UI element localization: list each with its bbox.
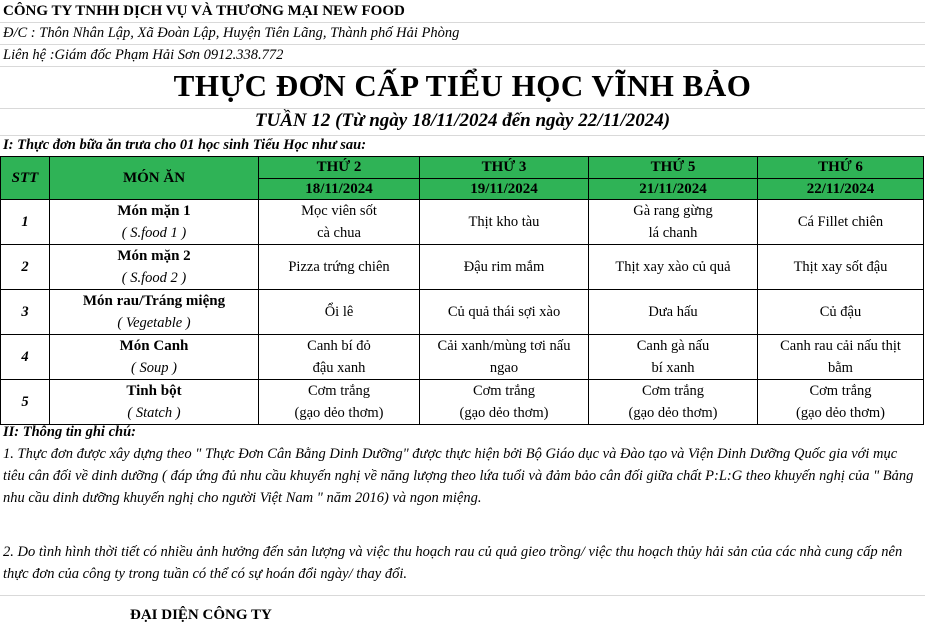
company-name: CÔNG TY TNHH DỊCH VỤ VÀ THƯƠNG MẠI NEW FOOD bbox=[3, 3, 405, 19]
table-header-row bbox=[1, 157, 924, 179]
menu-cell bbox=[589, 380, 758, 425]
note-paragraph: 1. Thực đơn được xây dựng theo " Thực Đơn Cân Bằng Dinh Dưỡng" được thực hiện bởi Bộ Giáo dục và Đào tạo và Viện Dinh Dưỡng Quốc gia với mục tiêu cân đối về dinh dưỡng ( đáp ứng đủ nhu cầu khuyến nghị về năng lượng theo lứa tuổi và đảm bảo cân đối giữa chất P:L:G theo khuyến nghị của " Bảng nhu cầu dinh dưỡng khuyến nghị cho người Việt Nam " năm 2016) và ngon miệng. bbox=[3, 446, 914, 506]
dish-name: Món rau/Tráng miệng bbox=[82, 293, 226, 309]
menu-item: Cơm trắng (gạo dẻo thơm) bbox=[294, 383, 384, 421]
menu-item: Củ đậu bbox=[819, 304, 862, 320]
week-subtitle: TUẦN 12 (Từ ngày 18/11/2024 đến ngày 22/11/2024) bbox=[254, 110, 671, 131]
column-header-date: 18/11/2024 bbox=[259, 179, 420, 200]
menu-item: Cải xanh/mùng tơi nấu ngao bbox=[437, 338, 571, 376]
menu-cell bbox=[758, 245, 924, 290]
menu-cell bbox=[589, 245, 758, 290]
table-row bbox=[1, 290, 924, 335]
dish-name: Tinh bột bbox=[126, 383, 182, 399]
column-header-date: 19/11/2024 bbox=[420, 179, 589, 200]
column-header-dish: MÓN ĂN bbox=[50, 157, 259, 200]
dish-category: ( Soup ) bbox=[131, 360, 177, 376]
menu-item: Cơm trắng (gạo dẻo thơm) bbox=[628, 383, 718, 421]
menu-cell bbox=[589, 335, 758, 380]
dish-category: ( S.food 2 ) bbox=[121, 270, 187, 286]
column-header-stt: STT bbox=[1, 157, 50, 200]
column-header-date: 22/11/2024 bbox=[758, 179, 924, 200]
column-header-day-name: THỨ 5 bbox=[589, 157, 758, 179]
menu-cell bbox=[758, 380, 924, 425]
sheet-gridline bbox=[0, 135, 925, 136]
menu-cell bbox=[259, 200, 420, 245]
dish-cell bbox=[50, 380, 259, 425]
menu-cell bbox=[259, 290, 420, 335]
menu-item: Đậu rim mắm bbox=[463, 259, 545, 275]
menu-cell bbox=[420, 245, 589, 290]
column-header-day-name: THỨ 2 bbox=[259, 157, 420, 179]
table-row bbox=[1, 200, 924, 245]
sheet-gridline bbox=[0, 66, 925, 67]
menu-cell bbox=[420, 335, 589, 380]
table-row bbox=[1, 335, 924, 380]
menu-cell bbox=[259, 335, 420, 380]
menu-cell bbox=[589, 200, 758, 245]
dish-cell bbox=[50, 200, 259, 245]
menu-item: Pizza trứng chiên bbox=[288, 259, 390, 275]
dish-name: Món mặn 1 bbox=[117, 203, 191, 219]
dish-cell bbox=[50, 245, 259, 290]
menu-item: Cơm trắng (gạo dẻo thơm) bbox=[795, 383, 885, 421]
dish-category: ( Statch ) bbox=[127, 405, 181, 421]
dish-name: Món Canh bbox=[119, 338, 189, 354]
signature-label: ĐẠI DIỆN CÔNG TY bbox=[130, 607, 272, 623]
dish-cell bbox=[50, 335, 259, 380]
column-header-date: 21/11/2024 bbox=[589, 179, 758, 200]
page-title: THỰC ĐƠN CẤP TIỂU HỌC VĨNH BẢO bbox=[173, 68, 752, 103]
menu-cell bbox=[420, 380, 589, 425]
menu-item: Mọc viên sốt cà chua bbox=[301, 203, 377, 241]
menu-item: Dưa hấu bbox=[648, 304, 698, 320]
row-number: 2 bbox=[1, 245, 50, 290]
column-header-day-name: THỨ 6 bbox=[758, 157, 924, 179]
menu-cell bbox=[589, 290, 758, 335]
menu-item: Canh rau cải nấu thịt bằm bbox=[780, 338, 901, 376]
menu-cell bbox=[420, 290, 589, 335]
row-number: 5 bbox=[1, 380, 50, 425]
section-heading-notes: II: Thông tin ghi chú: bbox=[3, 424, 136, 440]
menu-item: Củ quả thái sợi xào bbox=[447, 304, 561, 320]
row-number: 1 bbox=[1, 200, 50, 245]
note-paragraph: 2. Do tình hình thời tiết có nhiều ảnh hưởng đến sản lượng và việc thu hoạch rau củ quả gieo trồng/ việc thu hoạch thủy hải sản của các nhà cung cấp nên thực đơn của công ty trong tuần có thể có sự hoán đổi ngày/ thay đổi. bbox=[3, 544, 903, 582]
menu-item: Canh bí đỏ đậu xanh bbox=[307, 338, 371, 376]
menu-item: Gà rang gừng lá chanh bbox=[633, 203, 713, 241]
menu-item: Canh gà nấu bí xanh bbox=[636, 338, 710, 376]
menu-item: Ổi lê bbox=[324, 304, 354, 320]
menu-cell bbox=[758, 290, 924, 335]
table-row bbox=[1, 380, 924, 425]
dish-name: Món mặn 2 bbox=[117, 248, 191, 264]
sheet-gridline bbox=[0, 595, 925, 596]
menu-table bbox=[0, 156, 924, 425]
dish-category: ( Vegetable ) bbox=[117, 315, 191, 331]
menu-cell bbox=[758, 200, 924, 245]
menu-item: Thịt xay xào củ quả bbox=[615, 259, 731, 275]
section-heading-menu: I: Thực đơn bữa ăn trưa cho 01 học sinh Tiểu Học như sau: bbox=[3, 137, 367, 153]
menu-item: Thịt xay sốt đậu bbox=[793, 259, 888, 275]
row-number: 3 bbox=[1, 290, 50, 335]
menu-cell bbox=[259, 245, 420, 290]
menu-item: Cá Fillet chiên bbox=[797, 214, 884, 230]
sheet-gridline bbox=[0, 22, 925, 23]
dish-cell bbox=[50, 290, 259, 335]
dish-category: ( S.food 1 ) bbox=[121, 225, 187, 241]
sheet-gridline bbox=[0, 44, 925, 45]
company-address: Đ/C : Thôn Nhân Lập, Xã Đoàn Lập, Huyện Tiên Lãng, Thành phố Hải Phòng bbox=[3, 25, 460, 41]
menu-cell bbox=[758, 335, 924, 380]
menu-cell bbox=[420, 200, 589, 245]
table-row bbox=[1, 245, 924, 290]
column-header-day-name: THỨ 3 bbox=[420, 157, 589, 179]
menu-item: Cơm trắng (gạo dẻo thơm) bbox=[459, 383, 549, 421]
sheet-gridline bbox=[0, 108, 925, 109]
row-number: 4 bbox=[1, 335, 50, 380]
company-contact: Liên hệ :Giám đốc Phạm Hải Sơn 0912.338.772 bbox=[3, 47, 284, 63]
menu-item: Thịt kho tàu bbox=[468, 214, 540, 230]
menu-cell bbox=[259, 380, 420, 425]
